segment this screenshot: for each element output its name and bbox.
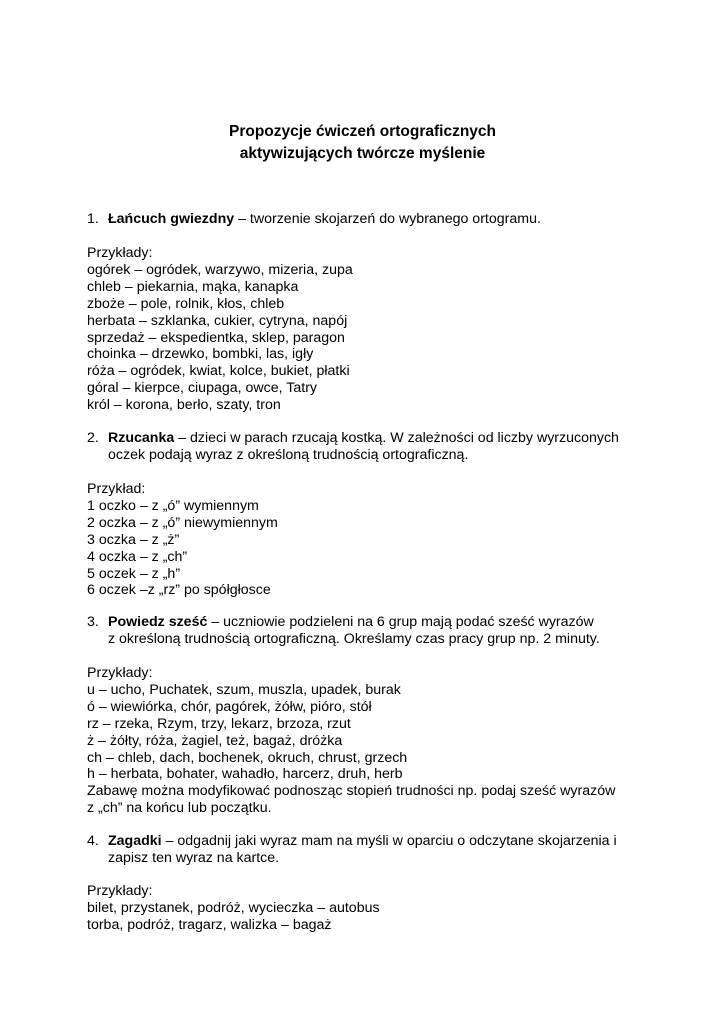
section-description: – tworzenie skojarzeń do wybranego ortogramu. [234, 211, 541, 227]
example-line: 2 oczka – z „ó” niewymiennym [87, 514, 278, 531]
example-line: rz – rzeka, Rzym, trzy, lekarz, brzoza, rzut [87, 715, 351, 732]
example-line: róża – ogródek, kwiat, kolce, bukiet, płatki [87, 363, 350, 380]
example-line: choinka – drzewko, bombki, las, igły [87, 346, 314, 363]
section-3-examples [87, 665, 615, 817]
section-name: Rzucanka [108, 430, 175, 446]
example-line: 3 oczka – z „ż” [87, 531, 180, 548]
example-line: 4 oczka – z „ch” [87, 548, 188, 565]
example-line: góral – kierpce, ciupaga, owce, Tatry [87, 380, 318, 397]
section-4-examples [87, 883, 380, 934]
example-line: z „ch” na końcu lub początku. [87, 800, 272, 817]
section-name: Łańcuch gwiezdny [108, 211, 235, 227]
example-line: Zabawę można modyfikować podnosząc stopień trudności np. podaj sześć wyrazów [87, 783, 616, 800]
section-2-heading [87, 430, 619, 464]
section-number: 3. [87, 614, 99, 630]
example-line: ó – wiewiórka, chór, pagórek, żółw, pióro, stół [87, 698, 372, 715]
example-line: zboże – pole, rolnik, kłos, chleb [87, 295, 285, 312]
title-line-1: Propozycje ćwiczeń ortograficznych [228, 123, 496, 140]
example-line: 5 oczek – z „h” [87, 565, 181, 582]
example-line: król – korona, berło, szaty, tron [87, 397, 281, 414]
section-2-examples [87, 481, 278, 599]
example-line: ch – chleb, dach, bochenek, okruch, chrust, grzech [87, 749, 408, 766]
examples-label: Przykłady: [87, 245, 153, 261]
section-number: 2. [87, 430, 99, 446]
examples-label: Przykłady: [87, 665, 153, 681]
section-4-heading [87, 833, 617, 867]
section-1-examples [87, 245, 353, 414]
section-description-line: zapisz ten wyraz na kartce. [108, 849, 280, 866]
section-description-line: oczek podają wyraz z określoną trudnością ortograficzną. [108, 446, 469, 463]
examples-label: Przykłady: [87, 883, 153, 899]
section-description-line: z określoną trudnością ortograficzną. Określamy czas pracy grup np. 2 minuty. [108, 630, 600, 647]
section-number: 4. [87, 833, 99, 849]
example-line: sprzedaż – ekspedientka, sklep, paragon [87, 329, 345, 346]
example-line: ż – żółty, róża, żagiel, też, bagaż, dróżka [87, 732, 343, 749]
section-description: – uczniowie podzieleni na 6 grup mają podać sześć wyrazów [207, 614, 594, 630]
example-line: ogórek – ogródek, warzywo, mizeria, zupa [87, 261, 353, 278]
example-line: h – herbata, bohater, wahadło, harcerz, druh, herb [87, 766, 403, 783]
examples-label: Przykład: [87, 481, 146, 497]
example-line: herbata – szklanka, cukier, cytryna, napój [87, 312, 348, 329]
section-description: – odgadnij jaki wyraz mam na myśli w oparciu o odczytane skojarzenia i [161, 833, 617, 849]
section-1-heading [87, 211, 541, 228]
example-line: bilet, przystanek, podróż, wycieczka – autobus [87, 899, 380, 916]
section-name: Zagadki [108, 833, 162, 849]
example-line: torba, podróż, tragarz, walizka – bagaż [87, 916, 332, 933]
section-number: 1. [87, 211, 99, 227]
title-line-2: aktywizujących twórcze myślenie [239, 145, 486, 162]
section-3-heading [87, 614, 600, 648]
example-line: u – ucho, Puchatek, szum, muszla, upadek, burak [87, 681, 401, 698]
page-title [0, 121, 725, 165]
example-line: 6 oczek –z „rz” po spółgłosce [87, 582, 271, 599]
section-name: Powiedz sześć [108, 614, 208, 630]
example-line: 1 oczko – z „ó” wymiennym [87, 497, 259, 514]
section-description: – dzieci w parach rzucają kostką. W zależności od liczby wyrzuconych [174, 430, 619, 446]
example-line: chleb – piekarnia, mąka, kanapka [87, 278, 299, 295]
